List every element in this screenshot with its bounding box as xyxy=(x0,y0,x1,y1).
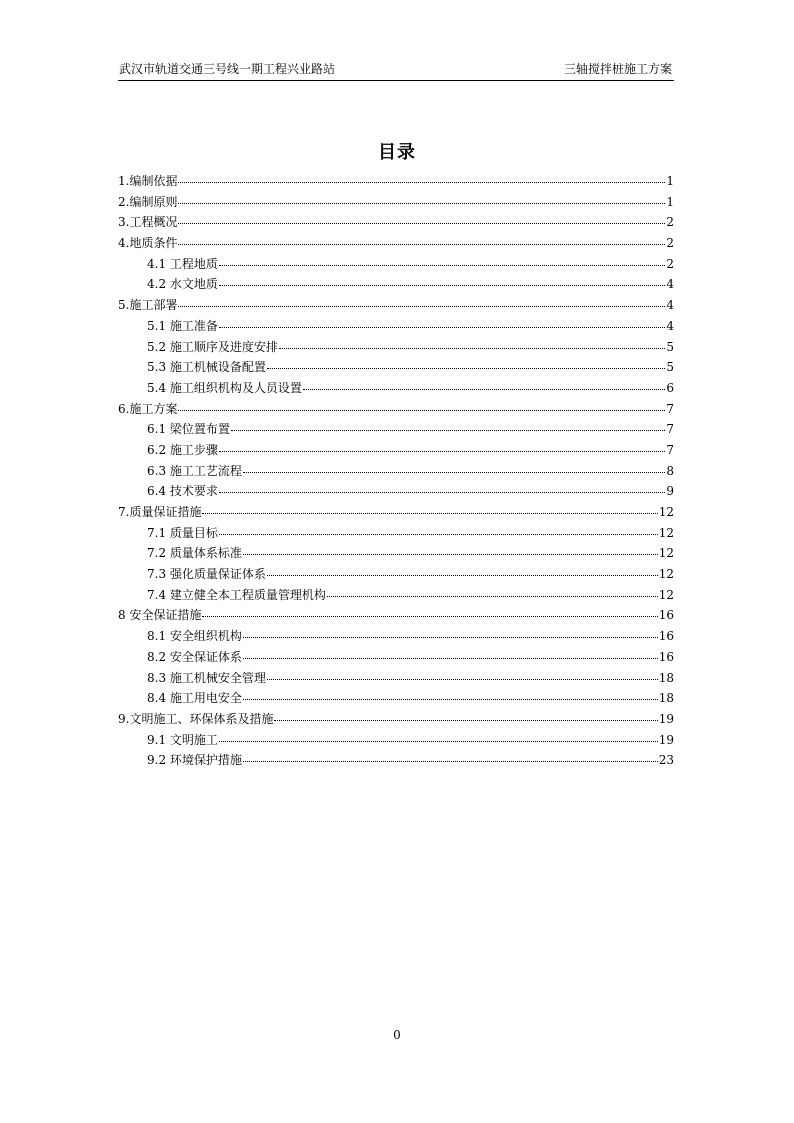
toc-dot-leader xyxy=(202,501,657,514)
toc-entry-page: 2 xyxy=(666,256,674,271)
toc-entry[interactable] xyxy=(118,440,674,461)
toc-entry-text: 8.2 安全保证体系 xyxy=(147,649,242,664)
toc-entry[interactable] xyxy=(118,626,674,647)
toc-entry[interactable] xyxy=(118,543,674,564)
toc-entry[interactable] xyxy=(118,171,674,192)
toc-dot-leader xyxy=(243,687,658,700)
toc-entry-text: 7.2 质量体系标准 xyxy=(147,546,242,561)
toc-entry[interactable] xyxy=(118,605,674,626)
toc-dot-leader xyxy=(243,460,665,473)
toc-dot-leader xyxy=(327,584,658,597)
toc-entry-text: 5.2 施工顺序及进度安排 xyxy=(147,339,278,354)
toc-entry-page: 4 xyxy=(666,318,674,333)
toc-entry-text: 4.地质条件 xyxy=(118,236,178,251)
toc-entry-page: 12 xyxy=(658,505,674,519)
toc-entry-text: 7.质量保证措施 xyxy=(118,505,202,519)
toc-entry-page: 2 xyxy=(666,215,674,230)
toc-entry[interactable] xyxy=(118,399,674,420)
toc-title: 目录 xyxy=(378,142,416,163)
toc-dot-leader xyxy=(267,667,658,680)
page-header xyxy=(118,60,674,81)
toc-entry-text: 8.3 施工机械安全管理 xyxy=(147,670,266,685)
toc-entry-page: 7 xyxy=(666,442,674,457)
header-document-title: 三轴搅拌桩施工方案 xyxy=(563,62,672,76)
toc-entry-page: 7 xyxy=(666,401,674,416)
toc-entry[interactable] xyxy=(118,212,674,233)
table-of-contents xyxy=(118,171,674,771)
toc-entry-text: 6.1 梁位置布置 xyxy=(147,422,230,437)
toc-entry-page: 2 xyxy=(666,236,674,251)
toc-entry[interactable] xyxy=(118,750,674,771)
toc-entry-page: 19 xyxy=(658,711,674,726)
toc-entry-page: 12 xyxy=(658,546,674,561)
toc-entry-text: 5.施工部署 xyxy=(118,298,178,313)
toc-entry[interactable] xyxy=(118,233,674,254)
toc-entry-text: 4.1 工程地质 xyxy=(147,256,218,271)
toc-entry[interactable] xyxy=(118,647,674,668)
toc-entry[interactable] xyxy=(118,564,674,585)
toc-entry-page: 18 xyxy=(658,670,674,685)
toc-dot-leader xyxy=(243,749,658,762)
toc-entry-text: 3.工程概况 xyxy=(118,215,178,230)
toc-entry[interactable] xyxy=(118,419,674,440)
toc-entry-text: 6.3 施工工艺流程 xyxy=(147,463,242,478)
toc-dot-leader xyxy=(219,522,658,535)
toc-dot-leader xyxy=(243,646,658,659)
toc-entry[interactable] xyxy=(118,357,674,378)
toc-dot-leader xyxy=(219,315,665,328)
toc-entry[interactable] xyxy=(118,274,674,295)
toc-entry-page: 16 xyxy=(658,608,674,623)
toc-entry[interactable] xyxy=(118,709,674,730)
toc-dot-leader xyxy=(219,729,658,742)
toc-entry-page: 7 xyxy=(666,422,674,437)
toc-entry-page: 16 xyxy=(658,649,674,664)
toc-entry-page: 23 xyxy=(658,753,674,768)
toc-entry-text: 9.文明施工、环保体系及措施 xyxy=(118,711,274,726)
toc-dot-leader xyxy=(243,625,658,638)
toc-dot-leader xyxy=(243,542,658,555)
toc-entry-text: 1.编制依据 xyxy=(118,174,178,188)
header-project-name: 武汉市轨道交通三号线一期工程兴业路站 xyxy=(119,62,336,76)
toc-entry-page: 5 xyxy=(666,360,674,375)
toc-entry[interactable] xyxy=(118,461,674,482)
toc-entry-text: 4.2 水文地质 xyxy=(147,277,218,292)
toc-dot-leader xyxy=(178,232,665,245)
toc-entry-page: 19 xyxy=(658,732,674,747)
toc-entry[interactable] xyxy=(118,688,674,709)
toc-entry-page: 18 xyxy=(658,691,674,706)
toc-entry-text: 5.4 施工组织机构及人员设置 xyxy=(147,380,302,395)
toc-entry-text: 8.1 安全组织机构 xyxy=(147,629,242,644)
toc-entry-text: 7.1 质量目标 xyxy=(147,525,218,540)
toc-dot-leader xyxy=(267,356,665,369)
toc-dot-leader xyxy=(274,708,657,721)
toc-dot-leader xyxy=(202,604,657,617)
toc-entry-page: 16 xyxy=(658,629,674,644)
toc-entry-page: 8 xyxy=(666,463,674,478)
toc-entry-text: 6.施工方案 xyxy=(118,401,178,416)
toc-dot-leader xyxy=(231,418,665,431)
toc-entry-text: 6.2 施工步骤 xyxy=(147,442,218,457)
toc-dot-leader xyxy=(178,191,665,204)
toc-dot-leader xyxy=(303,377,665,390)
toc-entry-page: 1 xyxy=(666,194,674,209)
toc-entry-text: 5.3 施工机械设备配置 xyxy=(147,360,266,375)
toc-entry-page: 12 xyxy=(658,567,674,582)
toc-entry-page: 12 xyxy=(658,587,674,602)
toc-entry-page: 1 xyxy=(666,174,674,188)
toc-entry[interactable] xyxy=(118,585,674,606)
toc-entry[interactable] xyxy=(118,254,674,275)
toc-dot-leader xyxy=(178,398,665,411)
toc-dot-leader xyxy=(178,211,665,224)
toc-dot-leader xyxy=(279,336,665,349)
toc-entry[interactable] xyxy=(118,192,674,213)
toc-entry-text: 7.4 建立健全本工程质量管理机构 xyxy=(147,587,326,602)
toc-entry-page: 6 xyxy=(666,380,674,395)
toc-entry-page: 9 xyxy=(666,484,674,499)
toc-entry[interactable] xyxy=(118,316,674,337)
toc-dot-leader xyxy=(219,253,665,266)
toc-entry-page: 4 xyxy=(666,277,674,292)
toc-entry-text: 9.1 文明施工 xyxy=(147,732,218,747)
toc-entry[interactable] xyxy=(118,668,674,689)
toc-dot-leader xyxy=(219,439,665,452)
toc-dot-leader xyxy=(219,273,665,286)
toc-entry[interactable] xyxy=(118,730,674,751)
toc-entry-page: 4 xyxy=(666,298,674,313)
toc-entry[interactable] xyxy=(118,481,674,502)
toc-entry-text: 2.编制原则 xyxy=(118,194,178,209)
toc-entry-page: 12 xyxy=(658,525,674,540)
toc-entry[interactable] xyxy=(118,523,674,544)
toc-dot-leader xyxy=(178,294,665,307)
toc-entry-text: 8.4 施工用电安全 xyxy=(147,691,242,706)
toc-dot-leader xyxy=(219,480,665,493)
toc-dot-leader xyxy=(267,563,658,576)
toc-entry[interactable] xyxy=(118,295,674,316)
page-number: 0 xyxy=(393,1028,401,1042)
toc-entry[interactable] xyxy=(118,337,674,358)
toc-entry-text: 9.2 环境保护措施 xyxy=(147,753,242,768)
toc-entry-page: 5 xyxy=(666,339,674,354)
toc-entry[interactable] xyxy=(118,378,674,399)
toc-dot-leader xyxy=(178,170,665,183)
toc-entry[interactable] xyxy=(118,502,674,523)
toc-entry-text: 7.3 强化质量保证体系 xyxy=(147,567,266,582)
toc-entry-text: 6.4 技术要求 xyxy=(147,484,218,499)
toc-entry-text: 8 安全保证措施 xyxy=(118,608,202,623)
toc-entry-text: 5.1 施工准备 xyxy=(147,318,218,333)
